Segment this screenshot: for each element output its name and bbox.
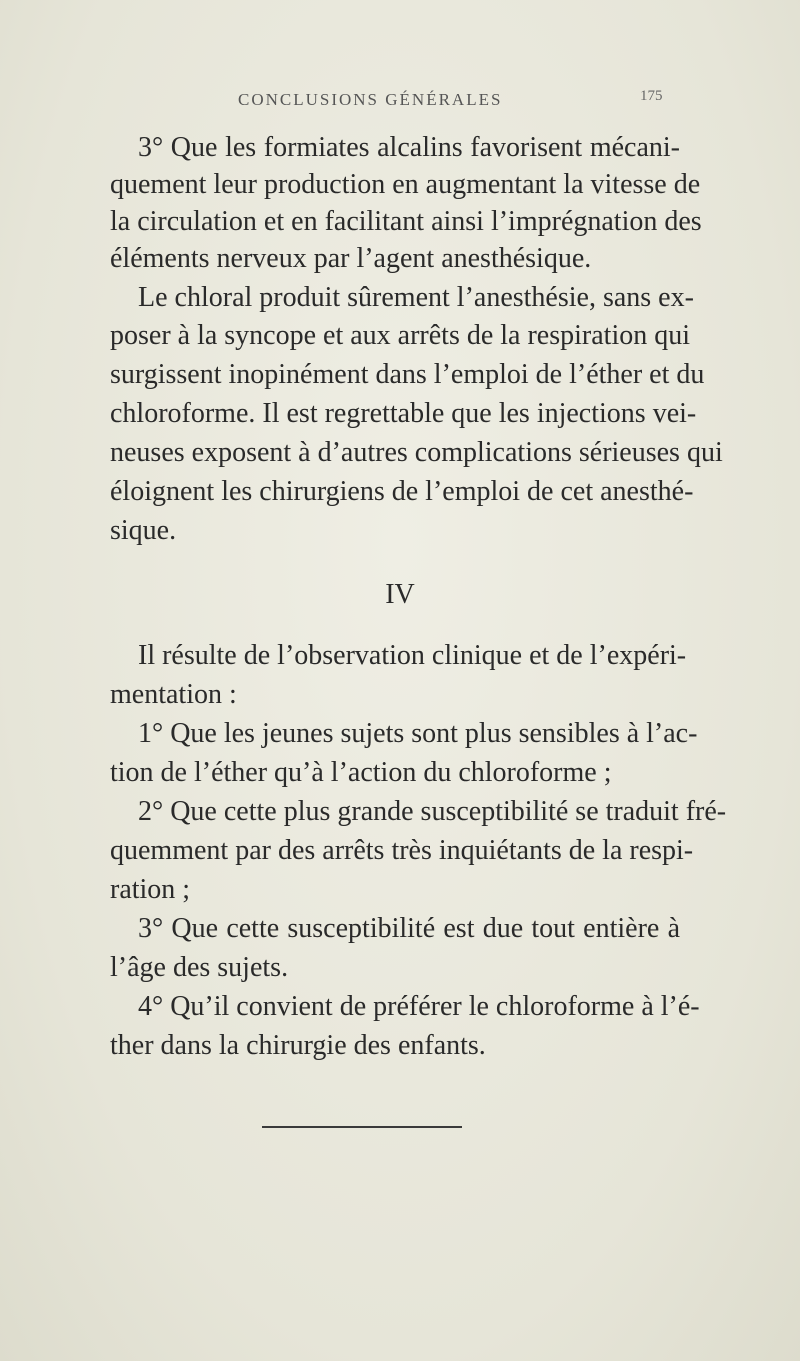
text-line: éléments nerveux par l’agent anesthésique. bbox=[110, 243, 592, 274]
text-line: poser à la syncope et aux arrêts de la respiration qui bbox=[110, 320, 691, 351]
text-line: 1° Que les jeunes sujets sont plus sensibles à l’ac- bbox=[138, 718, 698, 749]
text-line: ther dans la chirurgie des enfants. bbox=[110, 1030, 486, 1061]
text-line: 3° Que les formiates alcalins favorisent mécani- bbox=[138, 132, 680, 163]
text-line: quemment par des arrêts très inquiétants de la respi- bbox=[110, 835, 694, 866]
text-line: mentation : bbox=[110, 679, 237, 710]
text-line: surgissent inopinément dans l’emploi de l’éther et du bbox=[110, 359, 705, 390]
text-line: 4° Qu’il convient de préférer le chloroforme à l’é- bbox=[138, 991, 700, 1022]
text-line: 3° Que cette susceptibilité est due tout entière à bbox=[138, 913, 680, 944]
text-line: éloignent les chirurgiens de l’emploi de cet anesthé- bbox=[110, 476, 694, 507]
page-number: 175 bbox=[640, 88, 663, 104]
section-heading: IV bbox=[385, 579, 415, 610]
text-line: la circulation et en facilitant ainsi l’imprégnation des bbox=[110, 206, 702, 237]
text-line: quement leur production en augmentant la vitesse de bbox=[110, 169, 701, 200]
text-line: chloroforme. Il est regrettable que les injections vei- bbox=[110, 398, 697, 429]
end-rule bbox=[262, 1126, 462, 1128]
running-head bbox=[0, 86, 800, 116]
text-line: tion de l’éther qu’à l’action du chloroforme ; bbox=[110, 757, 612, 788]
text-line: Le chloral produit sûrement l’anesthésie, sans ex- bbox=[138, 282, 694, 313]
text-line: ration ; bbox=[110, 874, 191, 905]
text-line: 2° Que cette plus grande susceptibilité se traduit fré- bbox=[138, 796, 727, 827]
text-line: Il résulte de l’observation clinique et de l’expéri- bbox=[138, 640, 687, 671]
running-head-title: CONCLUSIONS GÉNÉRALES bbox=[238, 90, 503, 109]
text-line: l’âge des sujets. bbox=[110, 952, 289, 983]
text-line: neuses exposent à d’autres complications sérieuses qui bbox=[110, 437, 723, 468]
text-line: sique. bbox=[110, 515, 177, 546]
